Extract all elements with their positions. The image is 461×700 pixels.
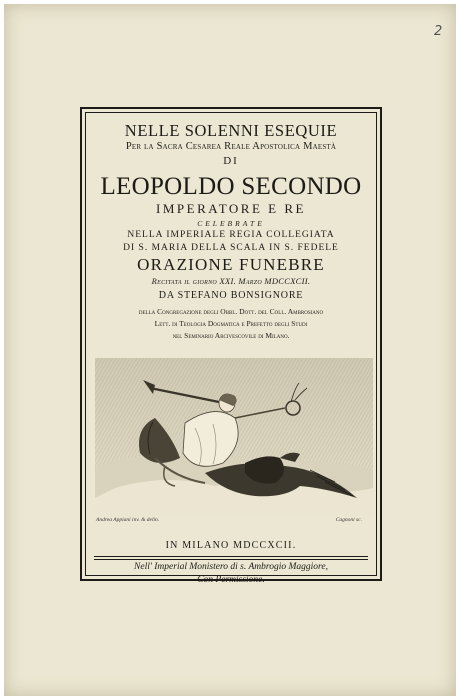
credentials-line-2: Lett. di Teologia Dogmatica e Prefetto degli Studi bbox=[154, 319, 308, 328]
imprint-rule bbox=[94, 556, 368, 557]
celebrate-label: CELEBRATE bbox=[197, 219, 265, 228]
artist-signature: Andrea Appiani inv. & delin. bbox=[96, 517, 160, 523]
imprint-place-date: IN MILANO MDCCXCII. bbox=[165, 540, 297, 551]
page-number: 2 bbox=[434, 24, 443, 39]
title-di: DI bbox=[223, 155, 239, 167]
engraving-fame-on-eagle bbox=[95, 358, 373, 516]
title-heading: NELLE SOLENNI ESEQUIE bbox=[124, 121, 338, 140]
imprint-printer: Nell' Imperial Monistero di s. Ambrogio Maggiore, bbox=[134, 562, 328, 572]
title-subheading: Per la Sacra Cesarea Reale Apostolica Maestà bbox=[125, 141, 337, 152]
collegiata-line-2: DI S. MARIA DELLA SCALA IN S. FEDELE bbox=[123, 243, 339, 253]
recitation-date: Recitata il giorno XXI. Marzo MDCCXCII. bbox=[151, 276, 311, 286]
title-frame-inner bbox=[85, 112, 377, 585]
title-frame bbox=[80, 107, 382, 585]
emperor-title: IMPERATORE E RE bbox=[156, 201, 306, 216]
oration-title: ORAZIONE FUNEBRE bbox=[137, 255, 325, 274]
engraver-signature: Cagnoni sc. bbox=[335, 517, 362, 523]
credentials-line-1: della Congregazione degli Obbl. Dott. del Coll. Ambrosiano bbox=[138, 307, 324, 316]
emperor-name: LEOPOLDO SECONDO bbox=[100, 173, 362, 200]
document-page bbox=[4, 4, 456, 696]
credentials-line-3: nel Seminario Arcivescovile di Milano. bbox=[172, 331, 290, 340]
imprint-permission: Con Permissione. bbox=[197, 575, 265, 585]
imprint-rule-thin bbox=[94, 559, 368, 560]
collegiata-line-1: NELLA IMPERIALE REGIA COLLEGIATA bbox=[127, 230, 335, 240]
author-line: DA STEFANO BONSIGNORE bbox=[158, 290, 304, 301]
engraving-illustration bbox=[95, 358, 373, 516]
